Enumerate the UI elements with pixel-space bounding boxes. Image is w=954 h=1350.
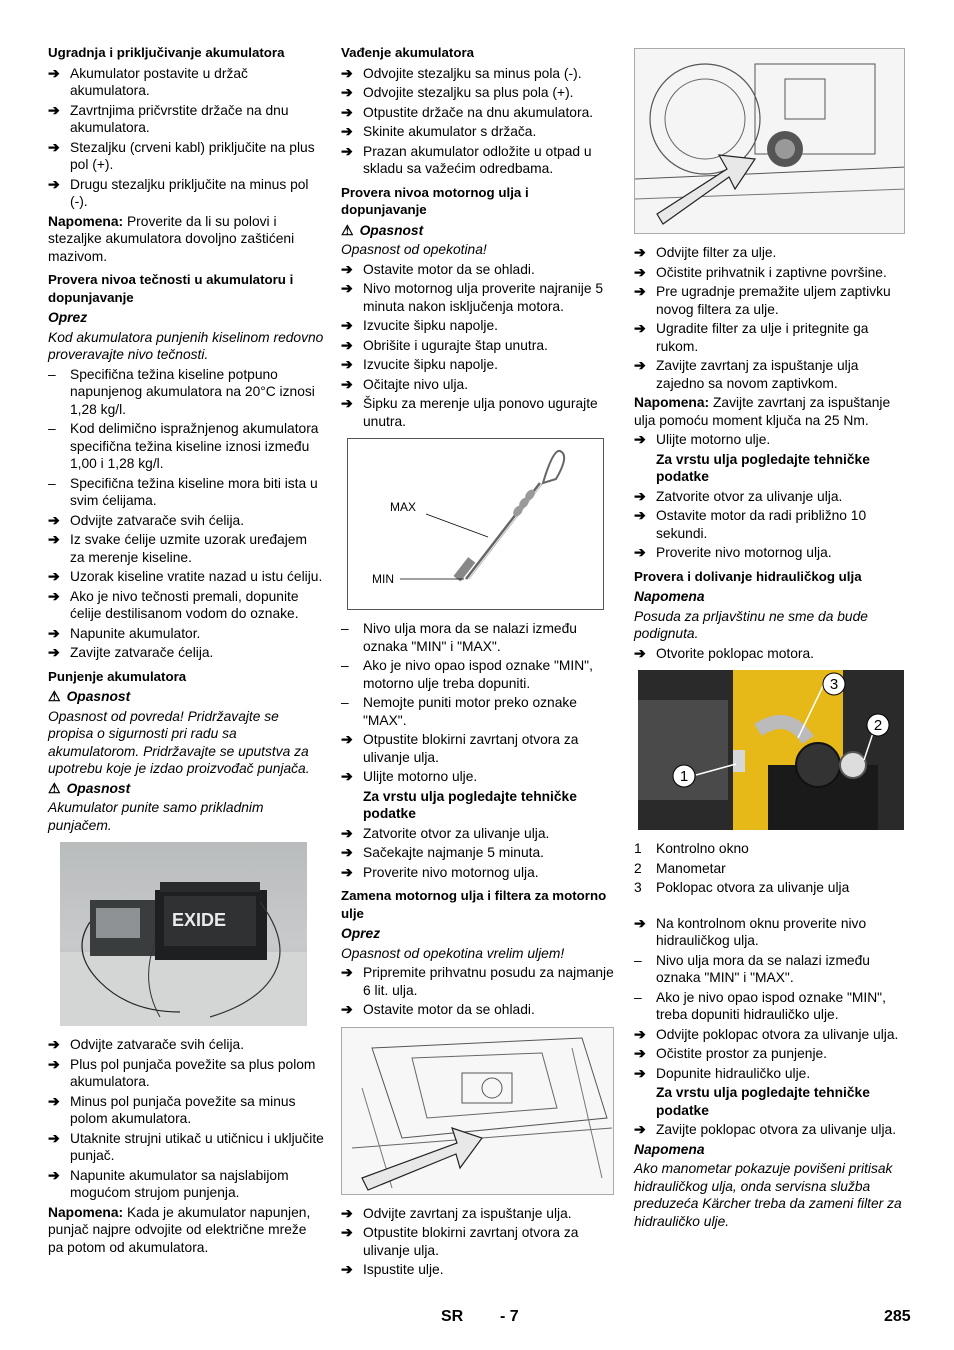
step-item xyxy=(341,1205,616,1223)
item-text: Ako je nivo opao ispod oznake "MIN", treba dopuniti hidrauličko ulje. xyxy=(656,989,886,1022)
step-list xyxy=(48,512,324,662)
dash-item xyxy=(48,420,324,473)
arrow-bullet-icon: ➔ xyxy=(341,1262,353,1277)
arrow-bullet-icon: ➔ xyxy=(341,965,353,980)
arrow-bullet-icon: ➔ xyxy=(341,864,353,880)
arrow-bullet-icon: ➔ xyxy=(341,261,353,277)
item-text: Izvucite šipku napolje. xyxy=(363,318,498,333)
item-text: Odvijte zavrtanj za ispuštanje ulja. xyxy=(363,1205,572,1221)
item-text: Napunite akumulator. xyxy=(70,625,201,641)
step-item xyxy=(341,964,616,999)
item-text: Zavijte zatvarače ćelija. xyxy=(70,645,214,660)
item-text: Kod delimično ispražnjenog akumulatora specifična težina kiseline iznosi između 1,00 i 1,28 kg/l. xyxy=(70,421,319,471)
arrow-bullet-icon: ➔ xyxy=(634,915,646,931)
step-item xyxy=(341,261,616,279)
column-2 xyxy=(341,44,616,1281)
dipstick-svg xyxy=(348,439,604,610)
step-item xyxy=(634,488,910,506)
dash-item xyxy=(341,694,616,729)
step-item xyxy=(48,1036,324,1054)
item-text: Izvucite šipku napolje. xyxy=(363,357,498,372)
section-title: Zamena motornog ulja i filtera za motorno ulje xyxy=(341,888,607,921)
item-text: Stezaljku (crveni kabl) priključite na plus pol (+). xyxy=(70,139,315,172)
item-text: Očitajte nivo ulja. xyxy=(363,376,469,392)
arrow-bullet-icon: ➔ xyxy=(48,102,60,118)
battery-charger-photo xyxy=(60,842,307,1026)
arrow-bullet-icon: ➔ xyxy=(634,1122,646,1137)
footer-page-number: - 7 xyxy=(500,1308,519,1325)
arrow-bullet-icon: ➔ xyxy=(634,284,646,299)
arrow-bullet-icon: ➔ xyxy=(634,264,646,280)
footer-page-total: 285 xyxy=(884,1308,911,1325)
item-text: Dopunite hidrauličko ulje. xyxy=(656,1065,811,1081)
step-item xyxy=(341,825,616,843)
step-item xyxy=(634,357,910,392)
item-text: Iz svake ćelije uzmite uzorak uređajem za merenje kiseline. xyxy=(70,532,307,565)
step-list xyxy=(634,915,910,950)
item-text: Zavijte poklopac otvora za ulivanje ulja. xyxy=(656,1122,897,1137)
item-text: Očistite prihvatnik i zaptivne površine. xyxy=(656,264,887,280)
step-list xyxy=(341,65,616,178)
item-text: Ako je nivo opao ispod oznake "MIN", motorno ulje treba dopuniti. xyxy=(363,658,593,691)
arrow-bullet-icon: ➔ xyxy=(634,488,646,504)
item-text: Na kontrolnom oknu proverite nivo hidrauličkog ulja. xyxy=(656,915,867,948)
item-text: Akumulator postavite u držač akumulatora. xyxy=(70,65,248,98)
arrow-bullet-icon: ➔ xyxy=(341,281,353,296)
note-text: Ako manometar pokazuje povišeni pritisak hidrauličkog ulja, onda servisna služba preduzeća Kärcher treba da zameni filter za hidrauličko ulje. xyxy=(634,1161,902,1229)
step-item xyxy=(634,507,910,542)
battery-brand: EXIDE xyxy=(172,910,227,930)
arrow-bullet-icon: ➔ xyxy=(634,1046,646,1061)
note-label: Napomena xyxy=(634,1141,705,1157)
step-item xyxy=(341,317,616,335)
arrow-bullet-icon: ➔ xyxy=(48,1130,60,1146)
dash-item xyxy=(341,657,616,692)
dash-list xyxy=(48,366,324,510)
step-item xyxy=(341,104,616,122)
arrow-bullet-icon: ➔ xyxy=(48,176,60,192)
step-list xyxy=(341,964,616,1019)
warning-icon: ⚠ xyxy=(341,221,354,238)
arrow-bullet-icon: ➔ xyxy=(48,65,60,81)
item-text: Specifična težina kiseline potpuno napunjenog akumulatora na 20°C iznosi 1,28 kg/l. xyxy=(70,366,315,417)
dash-list xyxy=(634,952,910,1024)
step-item xyxy=(48,102,324,137)
item-text: Prazan akumulator odložite u otpad u skladu sa važećim odredbama. xyxy=(363,143,592,176)
warning-icon: ⚠ xyxy=(48,779,61,796)
step-item xyxy=(634,1045,910,1063)
item-text: Očistite prostor za punjenje. xyxy=(656,1046,828,1061)
arrow-bullet-icon: ➔ xyxy=(341,1205,353,1221)
step-item xyxy=(341,337,616,355)
arrow-bullet-icon: ➔ xyxy=(341,732,353,747)
arrow-bullet-icon: ➔ xyxy=(341,1225,353,1240)
dash-item xyxy=(634,989,910,1024)
arrow-bullet-icon: ➔ xyxy=(634,645,646,661)
arrow-bullet-icon: ➔ xyxy=(48,532,60,547)
item-text: Obrišite i ugurajte štap unutra. xyxy=(363,337,548,353)
arrow-bullet-icon: ➔ xyxy=(341,85,353,100)
arrow-bullet-icon: ➔ xyxy=(341,357,353,372)
engine-drain-svg xyxy=(342,1028,614,1195)
arrow-bullet-icon: ➔ xyxy=(48,1093,60,1109)
section-title: Vađenje akumulatora xyxy=(341,45,475,60)
note-label: Napomena xyxy=(634,589,705,604)
step-list xyxy=(341,731,616,786)
step-item xyxy=(341,1261,616,1279)
item-text: Proverite nivo motornog ulja. xyxy=(656,545,832,560)
dash-bullet: – xyxy=(48,475,56,491)
caution-label: Oprez xyxy=(341,926,381,941)
item-text: Pre ugradnje premažite uljem zaptivku novog filtera za ulje. xyxy=(656,284,891,317)
arrow-bullet-icon: ➔ xyxy=(48,1167,60,1183)
item-text: Sačekajte najmanje 5 minuta. xyxy=(363,845,544,860)
bold-note: Za vrstu ulja pogledajte tehničke podatke xyxy=(363,788,577,821)
step-item xyxy=(634,244,910,262)
item-text: Minus pol punjača povežite sa minus polom akumulatora. xyxy=(70,1093,296,1126)
step-item xyxy=(341,768,616,786)
danger-text: Opasnost od opekotina! xyxy=(341,242,487,257)
arrow-bullet-icon: ➔ xyxy=(634,545,646,560)
column-3 xyxy=(634,44,910,1232)
step-item xyxy=(341,356,616,374)
item-text: Otpustite blokirni zavrtanj otvora za ulivanje ulja. xyxy=(363,732,579,765)
note-text: Posuda za prljavštinu ne sme da bude podignuta. xyxy=(634,608,868,641)
item-text: Pripremite prihvatnu posudu za najmanje 6 lit. ulja. xyxy=(363,965,614,998)
step-list xyxy=(341,261,616,431)
step-item xyxy=(634,1121,910,1139)
column-1 xyxy=(48,44,324,1258)
section-title: Provera i dolivanje hidrauličkog ulja xyxy=(634,568,862,584)
step-item xyxy=(634,264,910,282)
bold-note: Za vrstu ulja pogledajte tehničke podatke xyxy=(656,1085,870,1118)
step-item xyxy=(48,512,324,530)
caution-text: Kod akumulatora punjenih kiselinom redovno proveravajte nivo tečnosti. xyxy=(48,329,324,362)
item-text: Otvorite poklopac motora. xyxy=(656,645,814,661)
arrow-bullet-icon: ➔ xyxy=(341,124,353,139)
note: Napomena: Proverite da li su polovi i stezaljke akumulatora dovoljno zaštićeni mazivom. xyxy=(48,213,295,264)
item-text: Proverite nivo motornog ulja. xyxy=(363,864,539,880)
danger-label: ⚠ Opasnost xyxy=(48,779,131,796)
callout-1: 1 xyxy=(679,768,689,785)
item-text: Ispustite ulje. xyxy=(363,1262,444,1277)
dash-bullet: – xyxy=(48,366,56,382)
caution-label: Oprez xyxy=(48,310,88,325)
danger-text: Opasnost od povreda! Pridržavajte se propisa o sigurnosti pri radu sa akumulatorom. Pridržavajte se uputstva za upotrebu koje je izdao proizvođač punjača. xyxy=(48,708,310,776)
bold-note: Za vrstu ulja pogledajte tehničke podatke xyxy=(656,451,870,484)
arrow-bullet-icon: ➔ xyxy=(634,358,646,373)
item-text: Odvojite stezaljku sa minus pola (-). xyxy=(363,65,582,81)
item-text: Ako je nivo tečnosti premali, dopunite ćelije destilisanom vodom do oznake. xyxy=(70,588,299,621)
item-text: Skinite akumulator s držača. xyxy=(363,124,537,139)
step-list xyxy=(634,488,910,562)
note: Napomena: Kada je akumulator napunjen, punjač najpre odvojite od električne mreže pa potom od akumulatora. xyxy=(48,1204,311,1255)
item-text: Ulijte motorno ulje. xyxy=(363,769,478,784)
arrow-bullet-icon: ➔ xyxy=(341,769,353,784)
step-item xyxy=(341,123,616,141)
step-item xyxy=(48,176,324,211)
step-list xyxy=(634,1026,910,1083)
warning-icon: ⚠ xyxy=(48,688,61,704)
dash-list xyxy=(341,620,616,729)
item-text: Otpustite blokirni zavrtanj otvora za ulivanje ulja. xyxy=(363,1225,579,1258)
arrow-bullet-icon: ➔ xyxy=(48,139,60,155)
step-item xyxy=(341,84,616,102)
item-text: Plus pol punjača povežite sa plus polom akumulatora. xyxy=(70,1056,316,1089)
arrow-bullet-icon: ➔ xyxy=(341,104,353,120)
step-list xyxy=(48,1036,324,1202)
step-item xyxy=(48,1130,324,1165)
arrow-bullet-icon: ➔ xyxy=(48,588,60,604)
item-text: Odvijte zatvarače svih ćelija. xyxy=(70,1037,245,1052)
section-title: Punjenje akumulatora xyxy=(48,668,187,684)
arrow-bullet-icon: ➔ xyxy=(634,508,646,523)
arrow-bullet-icon: ➔ xyxy=(341,396,353,411)
footer-language: SR xyxy=(441,1308,464,1325)
step-item xyxy=(634,431,910,449)
danger-label: ⚠ Opasnost xyxy=(48,688,131,704)
item-text: Nivo ulja mora da se nalazi između oznaka "MIN" i "MAX". xyxy=(656,952,870,985)
item-text: Zavijte zavrtanj za ispuštanje ulja zajedno sa novom zaptivkom. xyxy=(656,358,859,391)
step-item xyxy=(341,395,616,430)
step-item xyxy=(341,864,616,882)
danger-label: ⚠ Opasnost xyxy=(341,221,424,238)
step-item xyxy=(341,143,616,178)
dash-bullet: – xyxy=(634,952,642,968)
item-text: Odvojite stezaljku sa plus pola (+). xyxy=(363,85,574,100)
callout-3: 3 xyxy=(829,676,839,693)
step-item xyxy=(341,1224,616,1259)
arrow-bullet-icon: ➔ xyxy=(341,845,353,860)
step-item xyxy=(48,531,324,566)
step-item xyxy=(48,65,324,100)
dash-item xyxy=(48,475,324,510)
step-list xyxy=(341,1205,616,1279)
battery-photo-svg xyxy=(60,842,307,1026)
step-item xyxy=(48,1056,324,1091)
dipstick-figure xyxy=(347,438,604,610)
arrow-bullet-icon: ➔ xyxy=(634,245,646,260)
item-text: Ostavite motor da se ohladi. xyxy=(363,261,535,277)
arrow-bullet-icon: ➔ xyxy=(341,143,353,159)
item-text: Drugu stezaljku priključite na minus pol (-). xyxy=(70,176,309,209)
arrow-bullet-icon: ➔ xyxy=(48,645,60,660)
engine-drain-figure xyxy=(341,1027,614,1195)
section-title: Provera nivoa tečnosti u akumulatoru i dopunjavanje xyxy=(48,272,294,305)
oil-filter-svg xyxy=(635,49,905,234)
arrow-bullet-icon: ➔ xyxy=(48,569,60,584)
arrow-bullet-icon: ➔ xyxy=(48,625,60,641)
item-text: Zatvorite otvor za ulivanje ulja. xyxy=(363,825,550,841)
item-text: Ugradite filter za ulje i pritegnite ga rukom. xyxy=(656,321,869,354)
item-text: Nemojte puniti motor preko oznake "MAX". xyxy=(363,695,577,728)
item-text: Napunite akumulator sa najslabijom mogućom strujom punjenja. xyxy=(70,1167,289,1200)
callout-2: 2 xyxy=(873,717,883,734)
arrow-bullet-icon: ➔ xyxy=(634,1065,646,1081)
section-title: Provera nivoa motornog ulja i dopunjavanje xyxy=(341,184,529,217)
step-item xyxy=(48,568,324,586)
item-text: Specifična težina kiseline mora biti ista u svim ćelijama. xyxy=(70,475,318,508)
step-item xyxy=(634,544,910,562)
legend-item: 2 Manometar xyxy=(634,860,726,876)
item-text: Otpustite držače na dnu akumulatora. xyxy=(363,104,594,120)
step-item xyxy=(341,376,616,394)
dash-bullet: – xyxy=(341,695,349,710)
item-text: Uzorak kiseline vratite nazad u istu ćeliju. xyxy=(70,569,323,584)
dash-bullet: – xyxy=(341,621,349,636)
step-list xyxy=(341,825,616,882)
step-item xyxy=(341,731,616,766)
item-text: Odvijte zatvarače svih ćelija. xyxy=(70,512,245,528)
step-item xyxy=(341,65,616,83)
step-list xyxy=(634,645,910,663)
arrow-bullet-icon: ➔ xyxy=(341,825,353,841)
legend-list xyxy=(634,840,910,897)
item-text: Odvijte filter za ulje. xyxy=(656,245,777,260)
arrow-bullet-icon: ➔ xyxy=(634,1026,646,1042)
step-list xyxy=(634,431,910,449)
item-text: Utaknite strujni utikač u utičnicu i uključite punjač. xyxy=(70,1130,324,1163)
step-list xyxy=(634,1121,910,1139)
step-list xyxy=(48,65,324,211)
item-text: Šipku za merenje ulja ponovo ugurajte unutra. xyxy=(363,396,598,429)
step-item xyxy=(634,645,910,663)
item-text: Ostavite motor da radi približno 10 sekundi. xyxy=(656,508,867,541)
max-label: MAX xyxy=(390,500,417,514)
step-item xyxy=(48,625,324,643)
arrow-bullet-icon: ➔ xyxy=(341,65,353,81)
step-item xyxy=(341,280,616,315)
arrow-bullet-icon: ➔ xyxy=(341,1002,353,1017)
step-item xyxy=(634,1065,910,1083)
oil-filter-figure xyxy=(634,48,905,234)
item-text: Nivo motornog ulja proverite najranije 5 minuta nakon isključenja motora. xyxy=(363,281,604,314)
dash-item xyxy=(634,952,910,987)
step-item xyxy=(48,139,324,174)
item-text: Zatvorite otvor za ulivanje ulja. xyxy=(656,488,843,504)
step-item xyxy=(634,320,910,355)
step-item xyxy=(634,1026,910,1044)
item-text: Ostavite motor da se ohladi. xyxy=(363,1002,535,1017)
step-item xyxy=(48,1093,324,1128)
dash-item xyxy=(48,366,324,419)
dash-bullet: – xyxy=(634,989,642,1005)
item-text: Nivo ulja mora da se nalazi između oznaka "MIN" i "MAX". xyxy=(363,621,577,654)
arrow-bullet-icon: ➔ xyxy=(48,512,60,528)
arrow-bullet-icon: ➔ xyxy=(48,1037,60,1052)
step-item xyxy=(48,1167,324,1202)
step-item xyxy=(634,283,910,318)
hydraulic-photo-svg xyxy=(638,670,904,830)
danger-text: Akumulator punite samo prikladnim punjačem. xyxy=(48,800,264,833)
arrow-bullet-icon: ➔ xyxy=(341,337,353,353)
caution-text: Opasnost od opekotina vrelim uljem! xyxy=(341,945,565,961)
step-item xyxy=(634,915,910,950)
item-text: Zavrtnjima pričvrstite držače na dnu akumulatora. xyxy=(70,102,289,135)
step-item xyxy=(48,644,324,662)
legend-item: 3 Poklopac otvora za ulivanje ulja xyxy=(634,880,850,895)
step-item xyxy=(341,844,616,862)
hydraulic-photo xyxy=(638,670,904,830)
dash-bullet: – xyxy=(341,658,349,673)
step-item xyxy=(48,588,324,623)
arrow-bullet-icon: ➔ xyxy=(634,321,646,336)
dash-bullet: – xyxy=(48,421,56,436)
dash-item xyxy=(341,620,616,655)
step-list xyxy=(634,244,910,392)
step-item xyxy=(341,1001,616,1019)
arrow-bullet-icon: ➔ xyxy=(634,432,646,447)
legend-item: 1 Kontrolno okno xyxy=(634,841,749,856)
min-label: MIN xyxy=(372,572,394,586)
item-text: Odvijte poklopac otvora za ulivanje ulja. xyxy=(656,1026,899,1042)
arrow-bullet-icon: ➔ xyxy=(341,318,353,333)
arrow-bullet-icon: ➔ xyxy=(48,1056,60,1072)
section-title: Ugradnja i priključivanje akumulatora xyxy=(48,45,285,60)
note: Napomena: Zavijte zavrtanj za ispuštanje ulja pomoću moment ključa na 25 Nm. xyxy=(634,395,891,428)
arrow-bullet-icon: ➔ xyxy=(341,376,353,392)
item-text: Ulijte motorno ulje. xyxy=(656,432,771,447)
